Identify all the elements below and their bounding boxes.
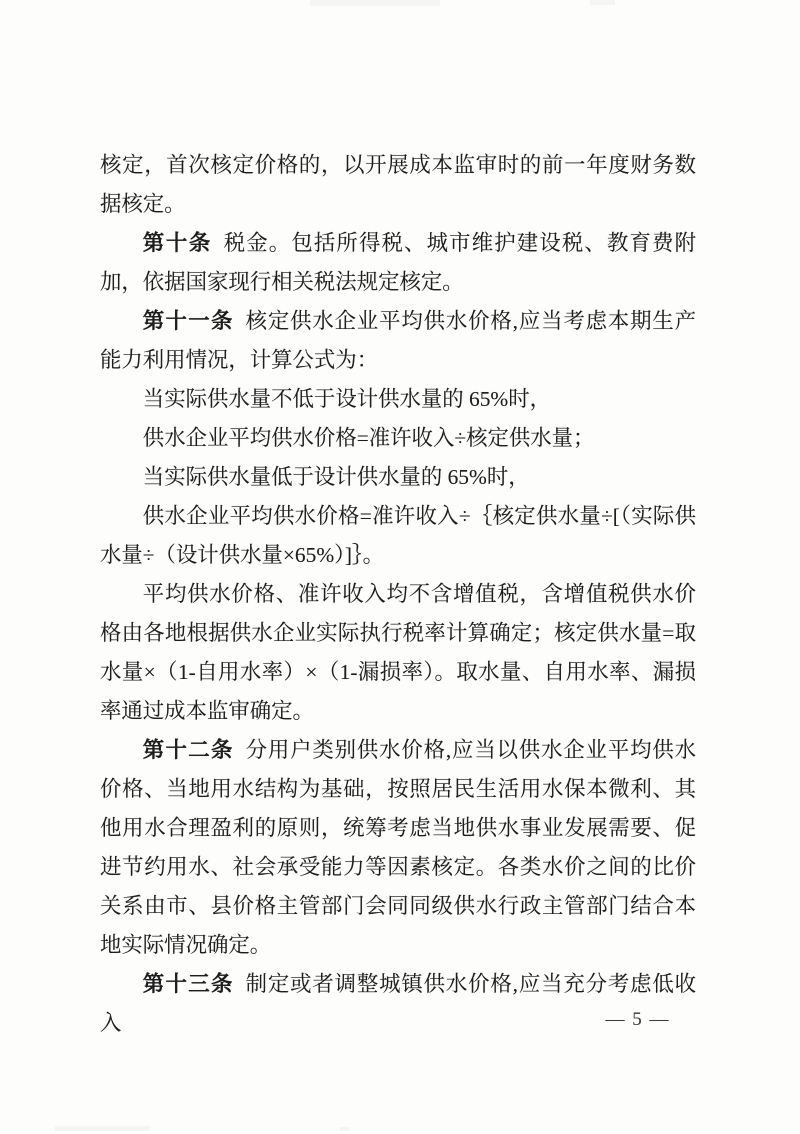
- scan-artifact: [55, 1126, 150, 1131]
- scan-artifact: [340, 1127, 350, 1131]
- paragraph-article-12: [100, 731, 696, 965]
- article-number-label: 第十一条: [142, 309, 234, 333]
- scan-artifact: [310, 0, 440, 6]
- formula-line: [100, 419, 696, 458]
- scan-artifact: [590, 0, 615, 5]
- paragraph-article-10: [100, 224, 696, 302]
- paragraph-continuation: [100, 146, 696, 224]
- article-number-label: 第十条: [142, 231, 212, 255]
- paragraph-text: 分用户类别供水价格,应当以供水企业平均供水价格、当地用水结构为基础，按照居民生活用水保本微利、其他用水合理盈利的原则，统筹考虑当地供水事业发展需要、促进节约用水、社会承受能力等因素核定。各类水价之间的比价关系由市、县价格主管部门会同同级供水行政主管部门结合本地实际情况确定。: [100, 738, 696, 957]
- paragraph-text: 当实际供水量低于设计供水量的 65%时，: [142, 465, 530, 489]
- paragraph-explanation: [100, 575, 696, 731]
- paragraph-text: 核定，首次核定价格的，以开展成本监审时的前一年度财务数据核定。: [100, 153, 696, 216]
- formula-condition-line: [100, 380, 696, 419]
- paragraph-text: 供水企业平均供水价格=准许收入÷｛核定供水量÷[（实际供水量÷（设计供水量×65%）]｝。: [100, 504, 696, 567]
- paragraph-article-11: [100, 302, 696, 380]
- paragraph-text: 平均供水价格、准许收入均不含增值税，含增值税供水价格由各地根据供水企业实际执行税率计算确定；核定供水量=取水量×（1-自用水率）×（1-漏损率）。取水量、自用水率、漏损率通过成本监审确定。: [100, 582, 696, 723]
- paragraph-text: 核定供水企业平均供水价格,应当考虑本期生产能力利用情况，计算公式为：: [100, 309, 696, 372]
- article-number-label: 第十二条: [142, 738, 234, 762]
- paragraph-text: 制定或者调整城镇供水价格,应当充分考虑低收入: [100, 972, 696, 1035]
- formula-condition-line: [100, 458, 696, 497]
- formula-line: [100, 497, 696, 575]
- paragraph-text: 税金。包括所得税、城市维护建设税、教育费附加，依据国家现行相关税法规定核定。: [100, 231, 696, 294]
- page-number: — 5 —: [605, 1009, 670, 1030]
- paragraph-text: 当实际供水量不低于设计供水量的 65%时，: [142, 387, 551, 411]
- article-number-label: 第十三条: [142, 972, 234, 996]
- document-body: [100, 146, 696, 1043]
- paragraph-text: 供水企业平均供水价格=准许收入÷核定供水量；: [142, 426, 595, 450]
